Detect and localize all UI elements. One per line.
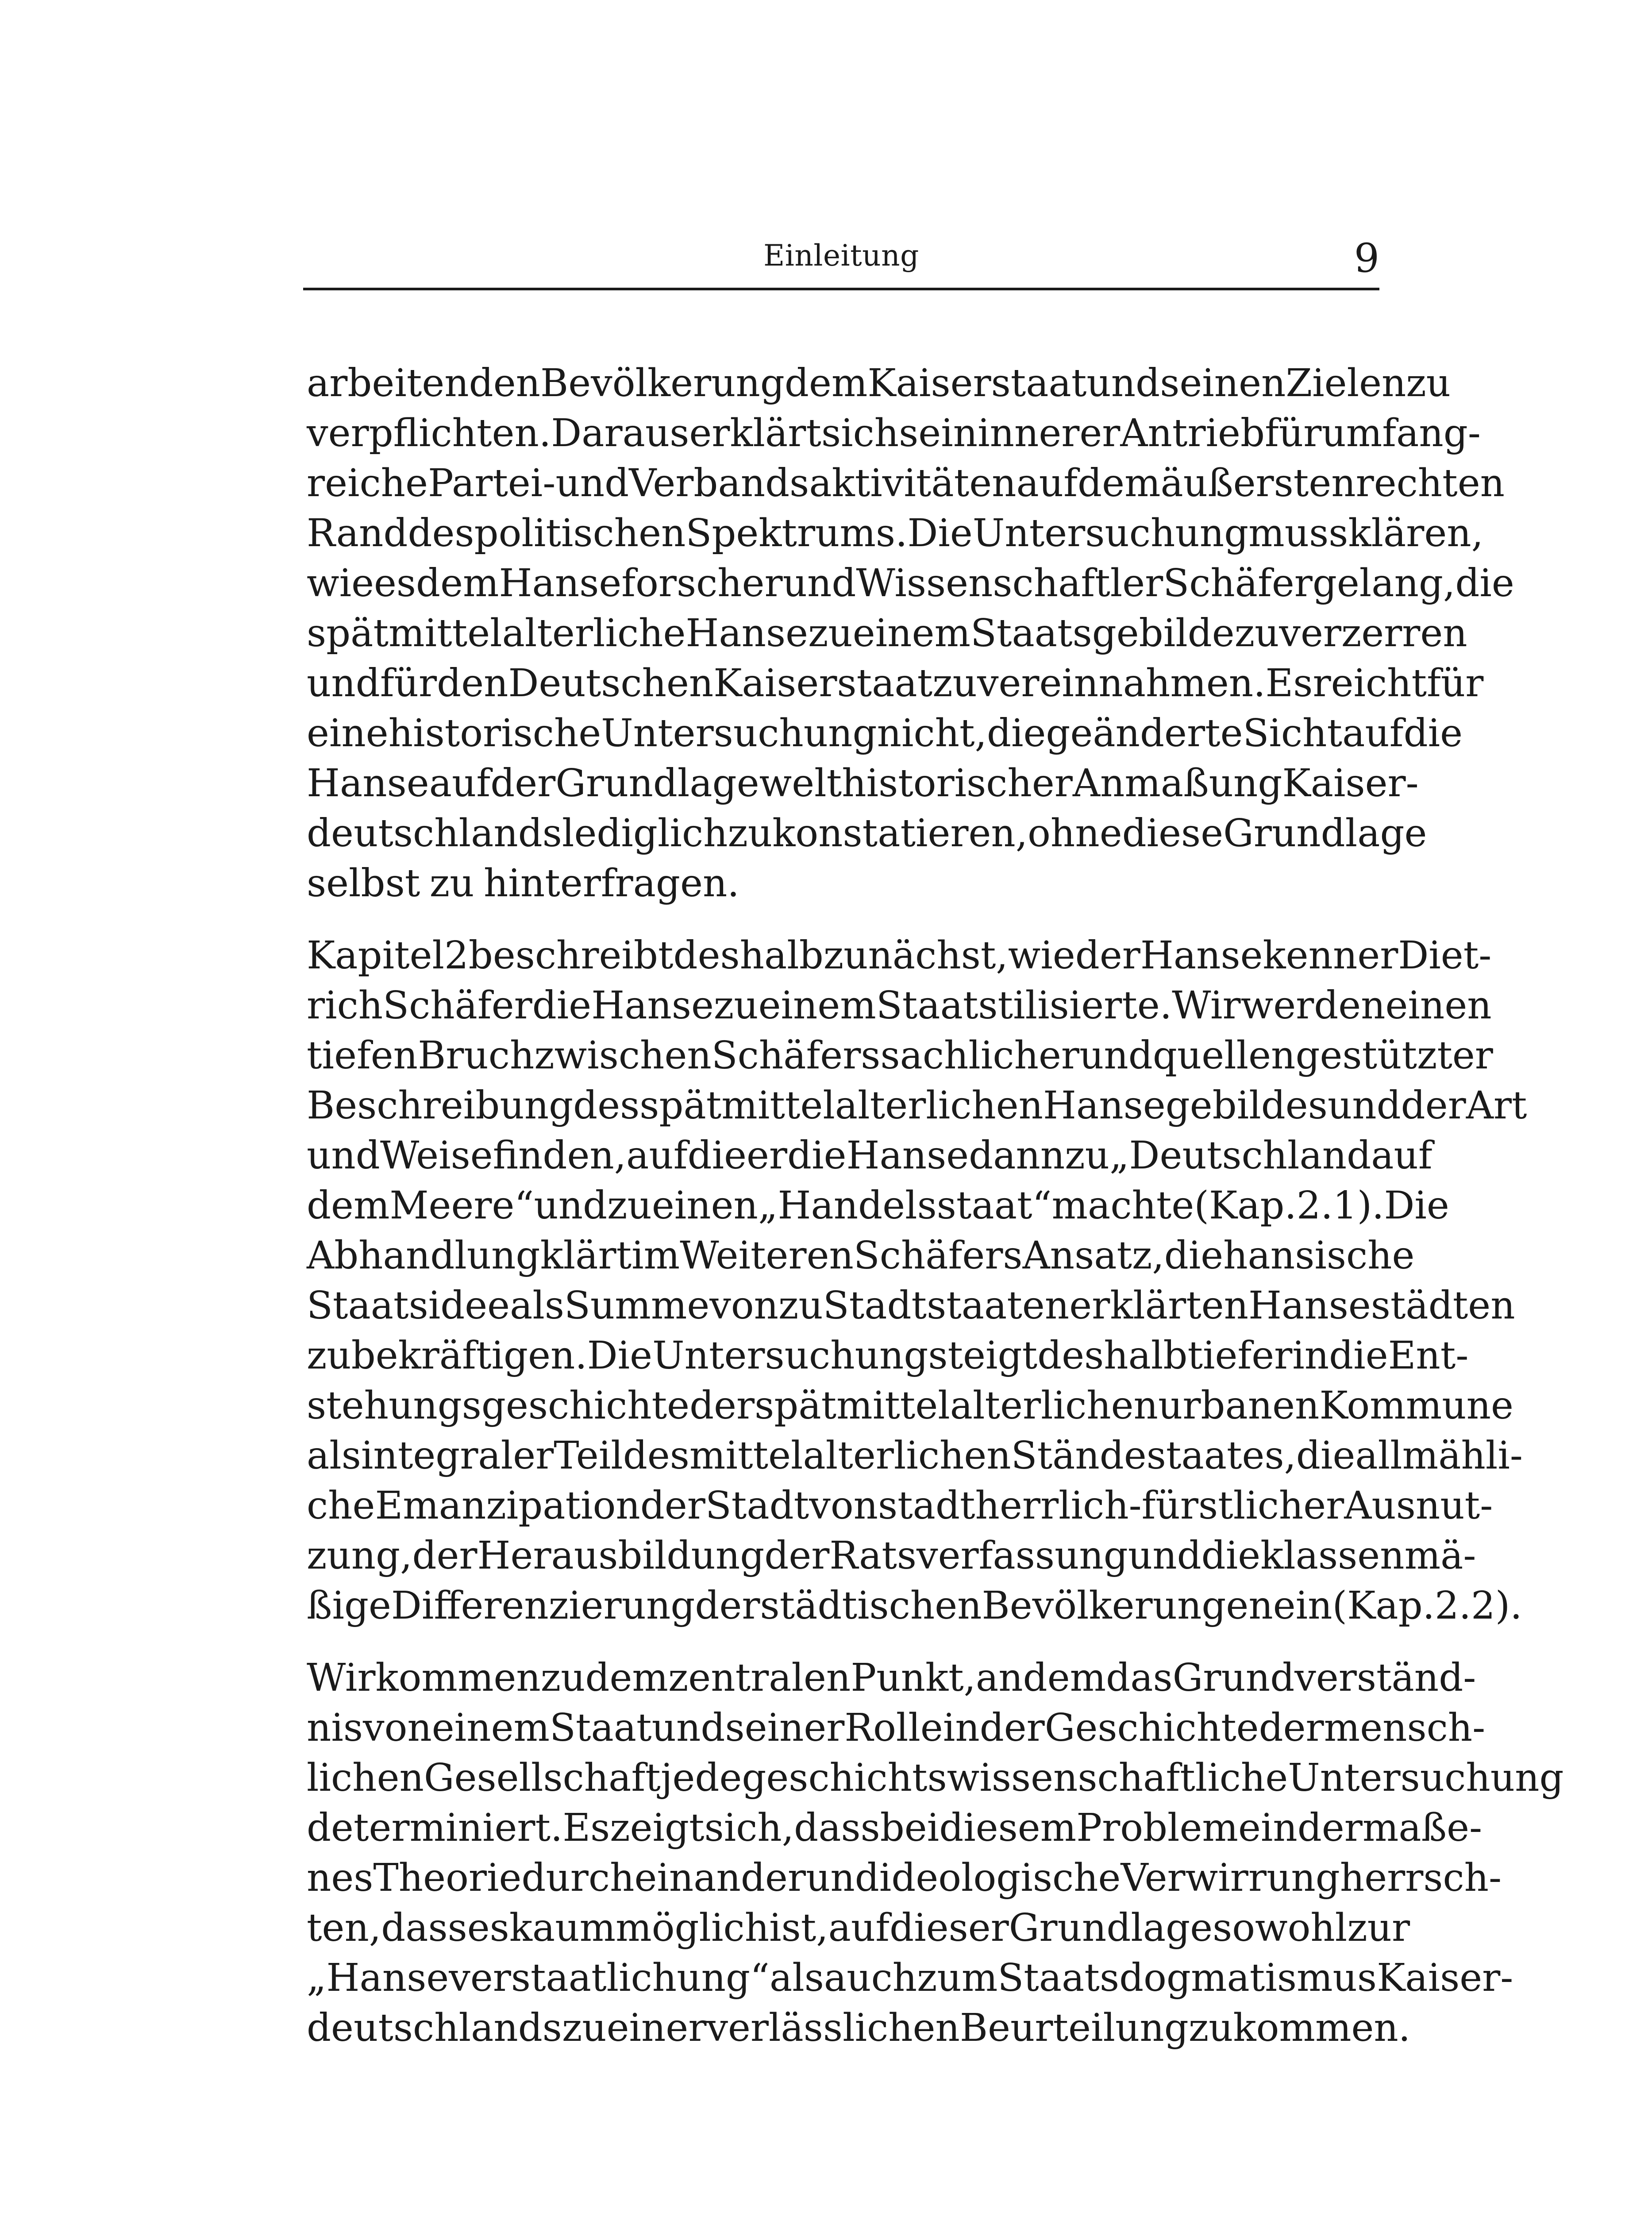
text-line: Abhandlung klärt im Weiteren Schäfers Ansatz, die hansische: [307, 1234, 1415, 1278]
text-line: ßige Differenzierung der städtischen Bevölkerungen ein (Kap. 2.2).: [307, 1584, 1522, 1628]
text-line: tiefen Bruch zwischen Schäfers sachlicher und quellengestützter: [307, 1033, 1493, 1078]
paragraph: [307, 359, 1514, 909]
text-line: zung, der Herausbildung der Ratsverfassung und die klassenmä-: [307, 1534, 1476, 1578]
text-line: rich Schäfer die Hanse zu einem Staat stilisierte. Wir werden einen: [307, 983, 1492, 1028]
text-line: wie es dem Hanseforscher und Wissenschaftler Schäfer gelang, die: [307, 561, 1514, 605]
text-line: arbeitenden Bevölkerung dem Kaiserstaat und seinen Zielen zu: [307, 361, 1451, 405]
text-line: che Emanzipation der Stadt von stadtherrlich-fürstlicher Ausnut-: [307, 1484, 1493, 1528]
text-line: deutschlands zu einer verlässlichen Beurteilung zu kommen.: [307, 2006, 1411, 2050]
text-line: nes Theoriedurcheinander und ideologische Verwirrung herrsch-: [307, 1856, 1502, 1900]
body-text: [307, 359, 1564, 2075]
running-head-title: Einleitung: [763, 239, 919, 273]
text-line: verpflichten. Daraus erklärt sich sein innerer Antrieb für umfang-: [307, 411, 1481, 455]
text-line: determiniert. Es zeigt sich, dass bei diesem Problem ein dermaße-: [307, 1806, 1483, 1850]
text-line: Rand des politischen Spektrums. Die Untersuchung muss klären,: [307, 511, 1484, 555]
text-line: Kapitel 2 beschreibt deshalb zunächst, wie der Hansekenner Diet-: [307, 933, 1492, 978]
paragraph: [307, 1653, 1564, 2053]
page-header: [303, 230, 1379, 290]
text-line: „Hanseverstaatlichung“ als auch zum Staatsdogmatismus Kaiser-: [307, 1956, 1513, 2000]
text-line: ten, dass es kaum möglich ist, auf dieser Grundlage sowohl zur: [307, 1906, 1410, 1950]
text-line: selbst zu hinterfragen.: [307, 861, 739, 906]
page-number: 9: [1354, 235, 1379, 281]
text-line: Wir kommen zu dem zentralen Punkt, an dem das Grundverständ-: [307, 1656, 1476, 1700]
text-line: stehungsgeschichte der spätmittelalterlichen urbanen Kommune: [307, 1384, 1513, 1428]
text-line: und für den Deutschen Kaiserstaat zu vereinnahmen. Es reicht für: [307, 661, 1484, 706]
text-line: spätmittelalterliche Hanse zu einem Staatsgebilde zu verzerren: [307, 611, 1467, 655]
text-line: als integraler Teil des mittelalterlichen Ständestaates, die allmähli-: [307, 1434, 1523, 1478]
text-line: dem Meere“ und zu einen „Handelsstaat“ machte (Kap. 2.1). Die: [307, 1184, 1449, 1228]
paragraph: [307, 931, 1527, 1631]
text-line: und Weise finden, auf die er die Hanse dann zu „Deutschland auf: [307, 1133, 1433, 1178]
text-line: eine historische Untersuchung nicht, die geänderte Sicht auf die: [307, 711, 1463, 756]
text-line: Hanse auf der Grundlage welthistorischer Anmaßung Kaiser-: [307, 761, 1419, 806]
text-line: nis von einem Staat und seiner Rolle in der Geschichte der mensch-: [307, 1706, 1486, 1750]
text-line: Staatsidee als Summe von zu Stadtstaaten erklärten Hansestädten: [307, 1284, 1515, 1328]
text-line: reiche Partei- und Verbandsaktivitäten auf dem äußersten rechten: [307, 461, 1505, 505]
text-line: zu bekräftigen. Die Untersuchung steigt deshalb tiefer in die Ent-: [307, 1334, 1469, 1378]
text-line: deutschlands lediglich zu konstatieren, ohne diese Grundlage: [307, 811, 1427, 856]
text-line: lichen Gesellschaft jede geschichtswissenschaftliche Untersuchung: [307, 1756, 1564, 1800]
text-line: Beschreibung des spätmittelalterlichen Hansegebildes und der Art: [307, 1083, 1527, 1128]
